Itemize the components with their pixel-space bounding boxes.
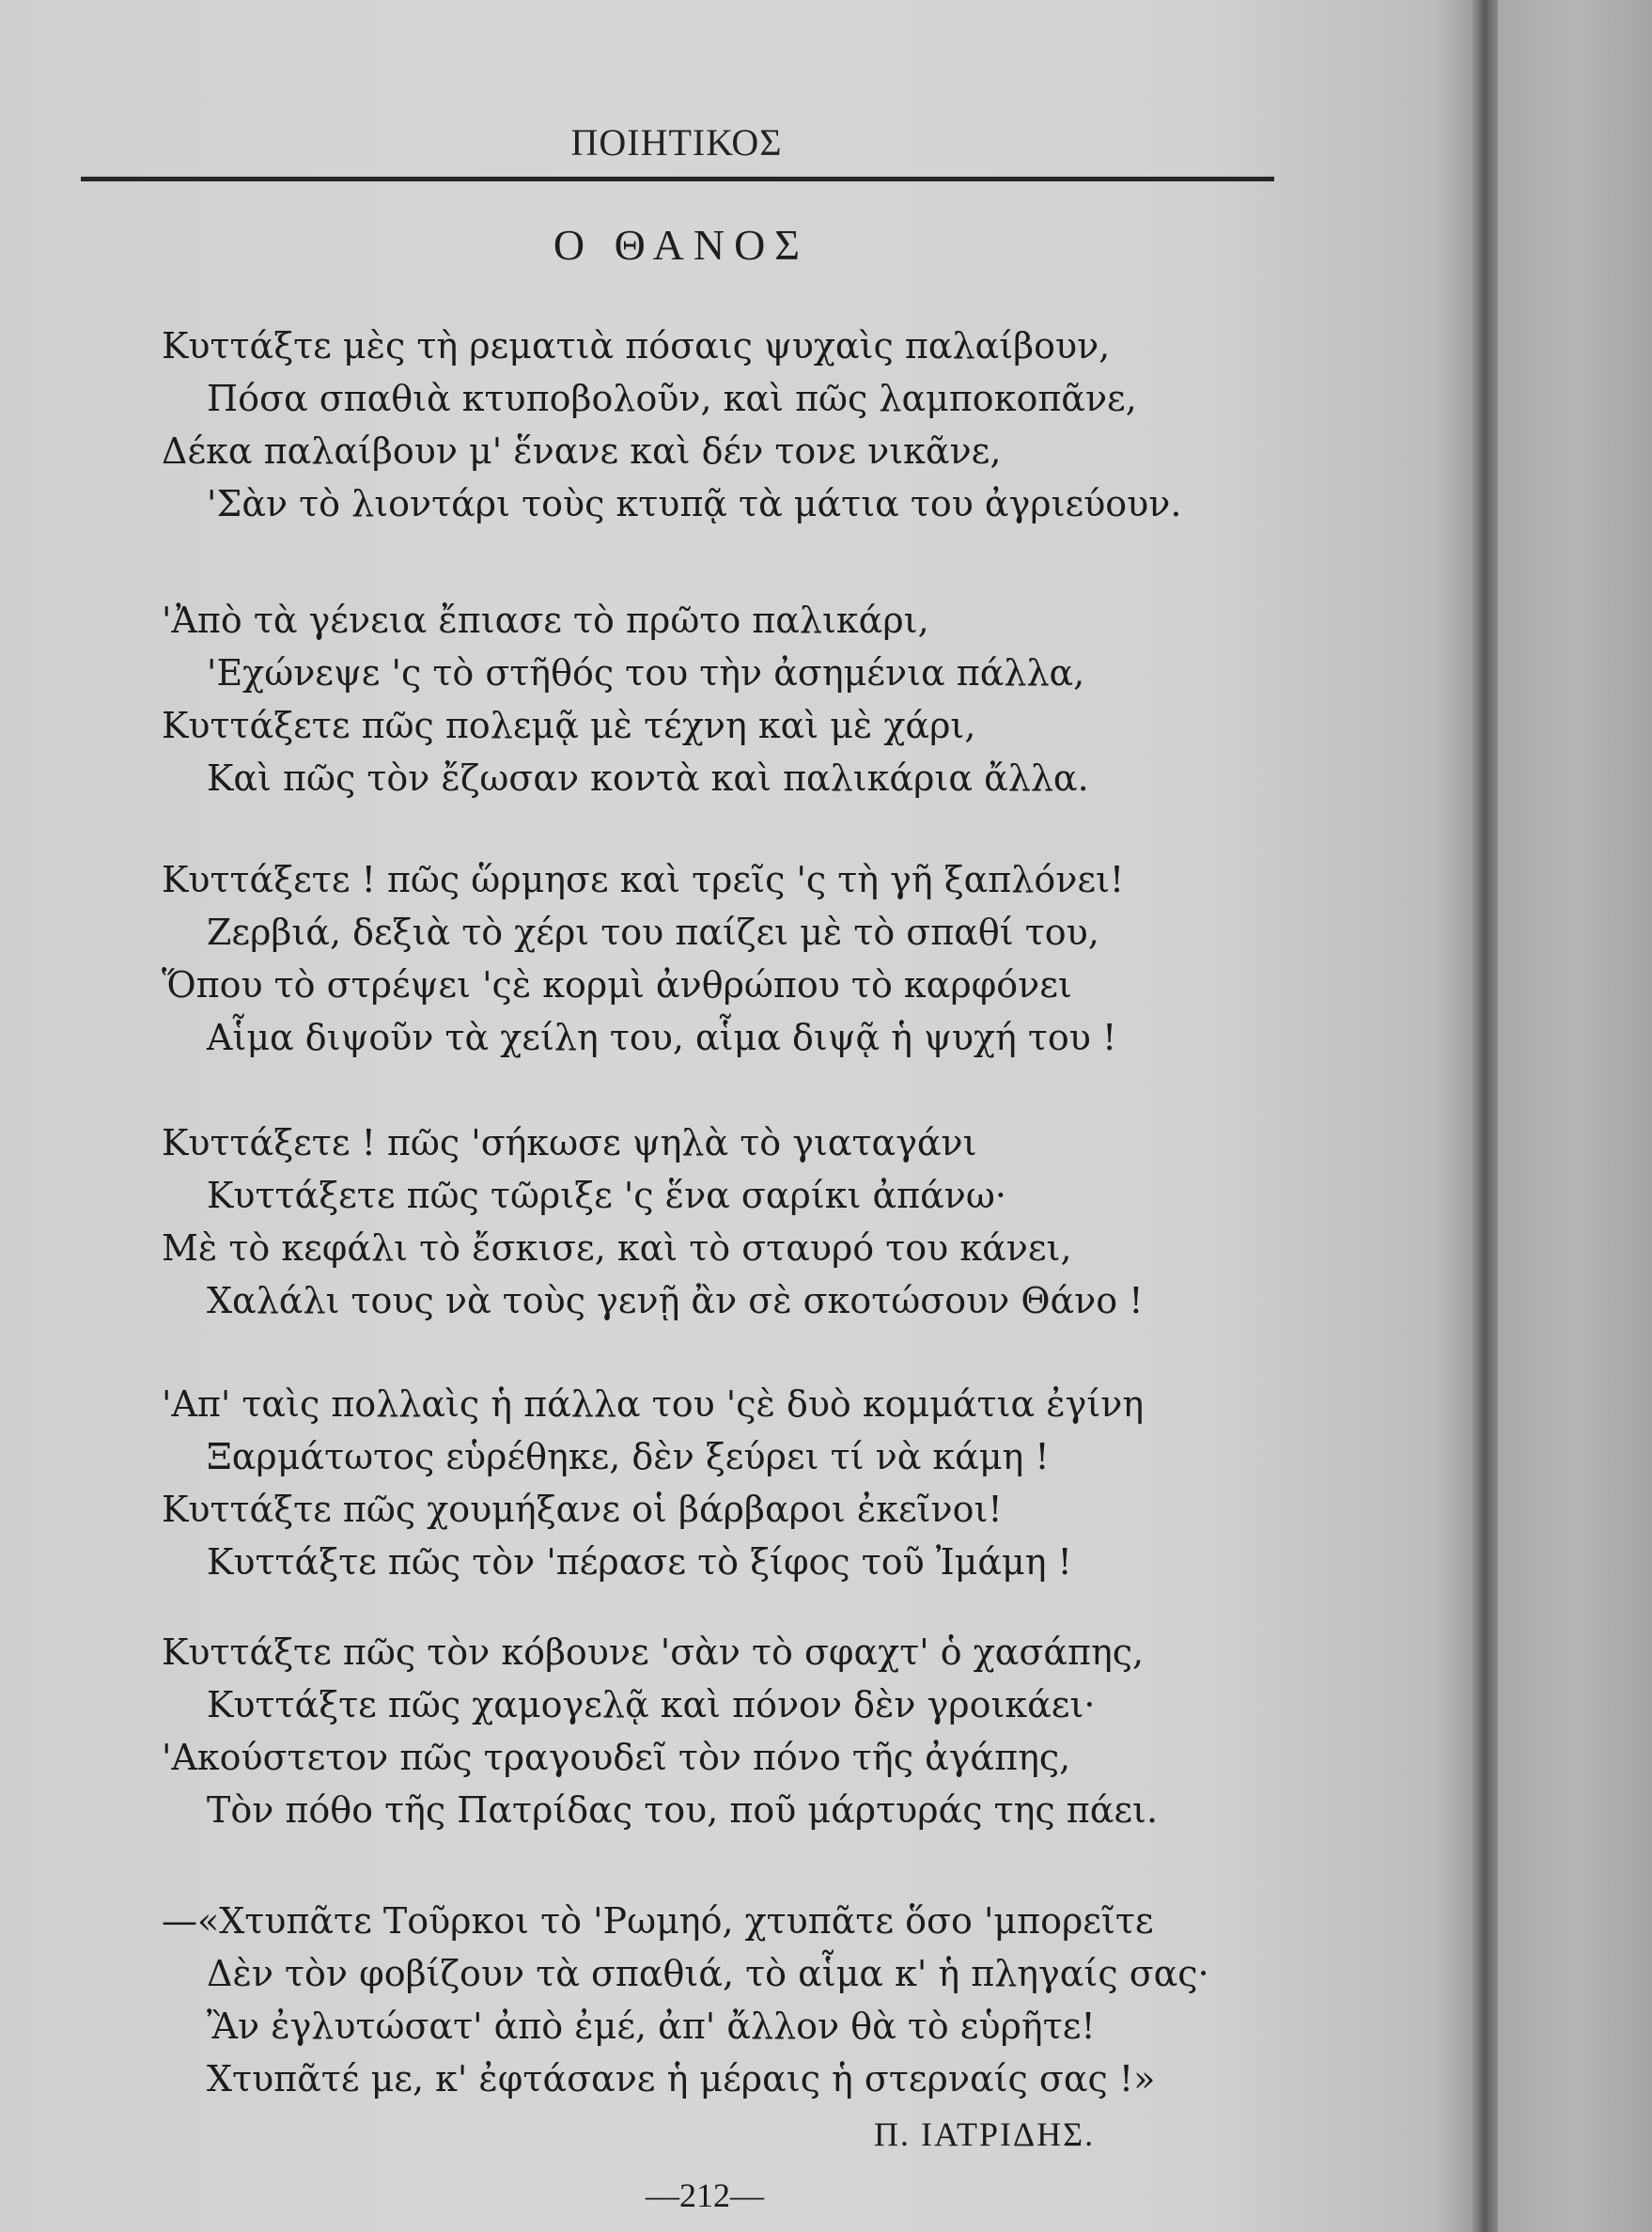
verse-line: 'Σὰν τὸ λιοντάρι τοὺς κτυπᾷ τὰ μάτια του ἀγριεύουν. <box>207 483 1182 524</box>
verse-line: Δὲν τὸν φοβίζουν τὰ σπαθιά, τὸ αἷμα κ' ἡ πληγαίς σας· <box>207 1953 1209 1994</box>
stanza-5 <box>162 1378 1289 1588</box>
verse-line: Κυττάξετε ! πῶς 'σήκωσε ψηλὰ τὸ γιαταγάνι <box>162 1122 977 1163</box>
stanza-3 <box>162 853 1289 1064</box>
stanza-4 <box>162 1116 1289 1327</box>
running-header: ΠΟΙΗΤΙΚΟΣ <box>570 121 783 164</box>
stanza-2 <box>162 594 1289 804</box>
verse-line: Κυττάξτε πῶς τὸν 'πέρασε τὸ ξίφος τοῦ Ἰμάμη ! <box>207 1541 1072 1583</box>
header-rule <box>81 177 1274 181</box>
verse-line: Ὅπου τὸ στρέψει 'ςὲ κορμὶ ἀνθρώπου τὸ καρφόνει <box>162 964 1072 1006</box>
verse-line: 'Εχώνεψε 'ς τὸ στῆθός του τὴν ἀσημένια πάλλα, <box>207 652 1085 694</box>
stanza-7 <box>162 1895 1289 2105</box>
verse-line: —«Χτυπᾶτε Τοῦρκοι τὸ 'Ρωμηό, χτυπᾶτε ὅσο 'μπορεῖτε <box>162 1900 1154 1942</box>
author-signature: Π. ΙΑΤΡΙΔΗΣ. <box>874 2115 1096 2153</box>
verse-line: Ζερβιά, δεξιὰ τὸ χέρι του παίζει μὲ τὸ σπαθί του, <box>207 912 1099 953</box>
stanza-6 <box>162 1626 1289 1836</box>
verse-line: Μὲ τὸ κεφάλι τὸ ἔσκισε, καὶ τὸ σταυρό του κάνει, <box>162 1227 1072 1269</box>
verse-line: Χτυπᾶτέ με, κ' ἐφτάσανε ἡ μέραις ἡ στερναίς σας !» <box>207 2058 1156 2099</box>
verse-line: Πόσα σπαθιὰ κτυποβολοῦν, καὶ πῶς λαμποκοπᾶνε, <box>207 378 1137 419</box>
verse-line: Δέκα παλαίβουν μ' ἕνανε καὶ δέν τονε νικᾶνε, <box>162 430 1002 472</box>
verse-line: 'Απ' ταὶς πολλαὶς ἡ πάλλα του 'ςὲ δυὸ κομμάτια ἐγίνη <box>162 1383 1145 1425</box>
verse-line: Κυττάξετε πῶς πολεμᾷ μὲ τέχνη καὶ μὲ χάρι, <box>162 705 976 746</box>
book-gutter <box>1472 0 1498 2232</box>
verse-line: Κυττάξτε πῶς χουμήξανε οἱ βάρβαροι ἐκεῖνοι! <box>162 1489 1003 1530</box>
verse-line: Ξαρμάτωτος εὑρέθηκε, δὲν ξεύρει τί νὰ κάμη ! <box>207 1436 1050 1477</box>
poem-title: Ο ΘΑΝΟΣ <box>553 221 810 269</box>
verse-line: Αἷμα διψοῦν τὰ χείλη του, αἷμα διψᾷ ἡ ψυχή του ! <box>207 1017 1117 1058</box>
verse-line: Κυττάξτε πῶς χαμογελᾷ καὶ πόνον δὲν γροικάει· <box>207 1684 1096 1725</box>
verse-line: 'Ἀπὸ τὰ γένεια ἔπιασε τὸ πρῶτο παλικάρι, <box>162 600 929 641</box>
verse-line: Κυττάξετε πῶς τῶριξε 'ς ἕνα σαρίκι ἀπάνω· <box>207 1175 1006 1216</box>
verse-line: Ἂν ἐγλυτώσατ' ἀπὸ ἐμέ, ἀπ' ἄλλον θὰ τὸ εὑρῆτε! <box>207 2006 1096 2047</box>
verse-line: Κυττάξτε πῶς τὸν κόβουνε 'σὰν τὸ σφαχτ' ὁ χασάπης, <box>162 1631 1145 1673</box>
stanza-1 <box>162 320 1289 530</box>
page-number: —212— <box>646 2177 764 2214</box>
verse-line: Κυττάξτε μὲς τὴ ρεματιὰ πόσαις ψυχαὶς παλαίβουν, <box>162 325 1111 367</box>
verse-line: 'Ακούστετον πῶς τραγουδεῖ τὸν πόνο τῆς ἀγάπης, <box>162 1737 1071 1778</box>
adjacent-page-edge <box>1498 0 1652 2232</box>
verse-line: Καὶ πῶς τὸν ἔζωσαν κοντὰ καὶ παλικάρια ἄλλα. <box>207 757 1089 799</box>
verse-line: Χαλάλι τους νὰ τοὺς γενῇ ἂν σὲ σκοτώσουν Θάνο ! <box>207 1280 1144 1321</box>
verse-line: Τὸν πόθο τῆς Πατρίδας του, ποῦ μάρτυράς της πάει. <box>207 1789 1159 1831</box>
verse-line: Κυττάξετε ! πῶς ὥρμησε καὶ τρεῖς 'ς τὴ γῆ ξαπλόνει! <box>162 859 1125 900</box>
